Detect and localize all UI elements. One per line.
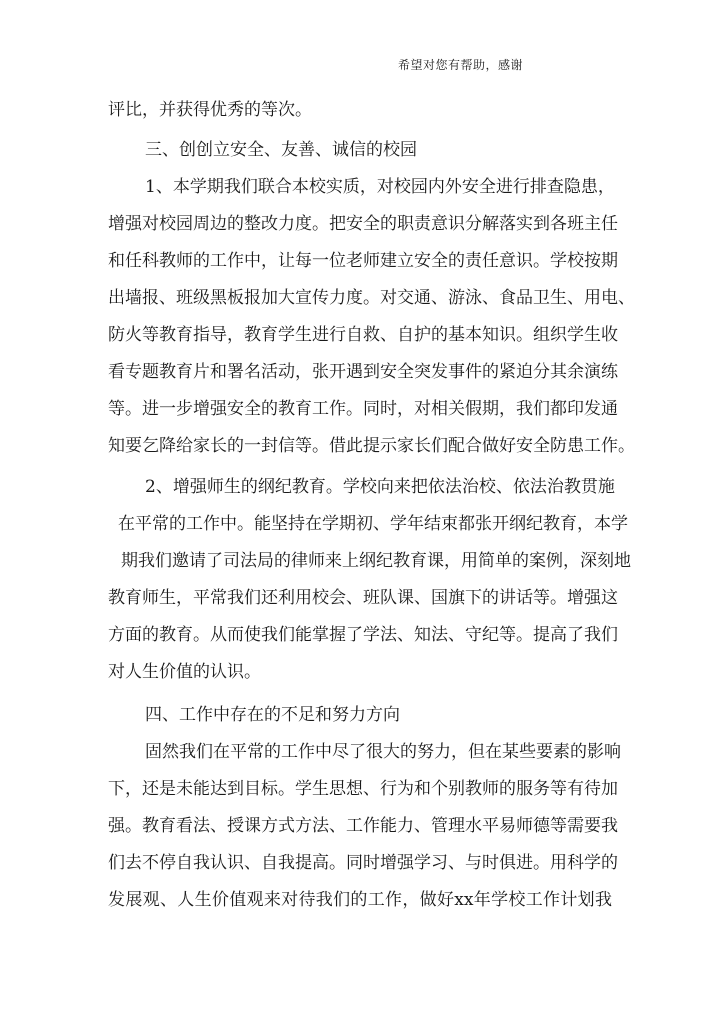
text-line: 下，还是未能达到目标。学生思想、行为和个别教师的服务等有待加 — [108, 779, 618, 799]
text-line: 教育师生，平常我们还利用校会、班队课、国旗下的讲话等。增强这 — [108, 588, 618, 608]
text-line: 固然我们在平常的工作中尽了很大的努力，但在某些要素的影响 — [145, 742, 621, 762]
text-line: 增强对校园周边的整改力度。把安全的职责意识分解落实到各班主任 — [108, 214, 618, 234]
text-line: 和任科教师的工作中，让每一位老师建立安全的责任意识。学校按期 — [108, 251, 618, 271]
text-line: 评比，并获得优秀的等次。 — [108, 100, 312, 120]
text-line: 防火等教育指导，教育学生进行自救、自护的基本知识。组织学生收 — [108, 325, 618, 345]
text-line: 1、本学期我们联合本校实质，对校园内外安全进行排查隐患， — [145, 177, 615, 197]
section-heading: 四、工作中存在的不足和努力方向 — [145, 705, 400, 725]
text-line: 期我们邀请了司法局的律师来上纲纪教育课，用简单的案例，深刻地 — [121, 551, 631, 571]
text-line: 在平常的工作中。能坚持在学期初、学年结束都张开纲纪教育，本学 — [118, 514, 628, 534]
text-line: 强。教育看法、授课方式方法、工作能力、管理水平易师德等需要我 — [108, 816, 618, 836]
section-heading: 三、创创立安全、友善、诚信的校园 — [145, 140, 417, 160]
text-line: 看专题教育片和署名活动，张开遇到安全突发事件的紧迫分其余演练 — [108, 362, 618, 382]
text-line: 对人生价值的认识。 — [108, 662, 261, 682]
text-line: 等。进一步增强安全的教育工作。同时，对相关假期，我们都印发通 — [108, 399, 618, 419]
header-note: 希望对您有帮助，感谢 — [398, 58, 524, 72]
text-line: 2、增强师生的纲纪教育。学校向来把依法治校、依法治教贯施 — [145, 477, 615, 497]
text-line: 们去不停自我认识、自我提高。同时增强学习、与时俱进。用科学的 — [108, 853, 618, 873]
text-line: 发展观、人生价值观来对待我们的工作，做好xx年学校工作计划我 — [108, 890, 612, 910]
text-line: 知要乞降给家长的一封信等。借此提示家长们配合做好安全防患工作。 — [108, 436, 635, 456]
text-line: 方面的教育。从而使我们能掌握了学法、知法、守纪等。提高了我们 — [108, 625, 618, 645]
text-line: 出墙报、班级黑板报加大宣传力度。对交通、游泳、食品卫生、用电、 — [108, 288, 635, 308]
